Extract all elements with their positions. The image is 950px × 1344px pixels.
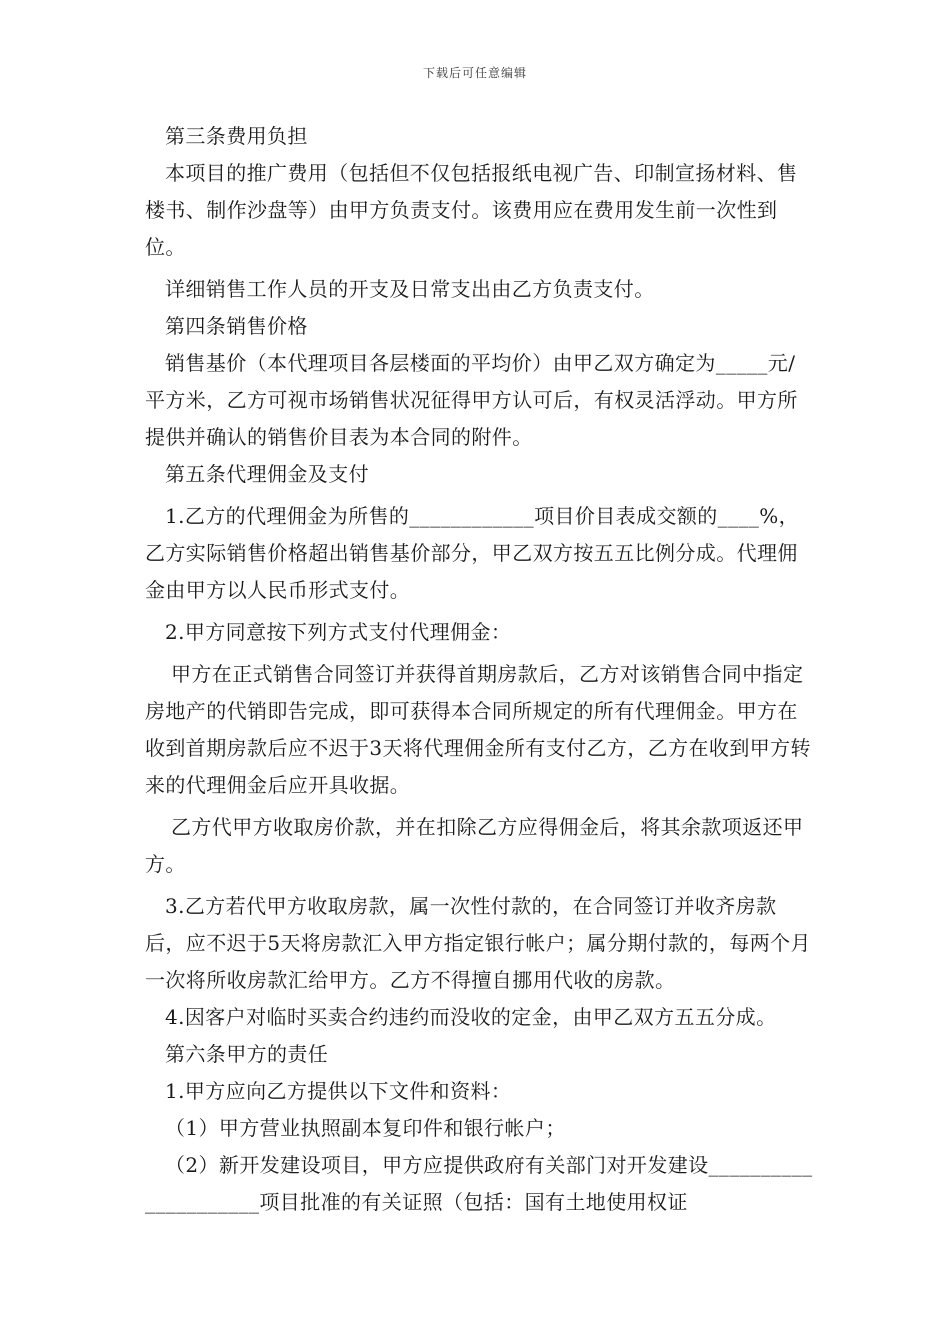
paragraph: 销售基价（本代理项目各层楼面的平均价）由甲乙双方确定为_____元/平方米，乙方可视市场销售状况征得甲方认可后，有权灵活浮动。甲方所提供并确认的销售价目表为本合同的附件。: [145, 351, 798, 449]
document-body: [145, 118, 813, 1221]
paragraph: 甲方在正式销售合同签订并获得首期房款后，乙方对该销售合同中指定房地产的代销即告完成，即可获得本合同所规定的所有代理佣金。甲方在收到首期房款后应不迟于3天将代理佣金所有支付乙方，乙方在收到甲方转来的代理佣金后应开具收据。: [145, 662, 811, 797]
article-4-heading: 第四条销售价格: [165, 314, 308, 338]
list-item: （2）新开发建设项目，甲方应提供政府有关部门对开发建设_____________________项目批准的有关证照（包括：国有土地使用权证: [145, 1153, 813, 1214]
article-5-heading: 第五条代理佣金及支付: [165, 462, 369, 486]
paragraph: 本项目的推广费用（包括但不仅包括报纸电视广告、印制宣扬材料、售楼书、制作沙盘等）由甲方负责支付。该费用应在费用发生前一次性到位。: [145, 161, 798, 259]
paragraph: 2.甲方同意按下列方式支付代理佣金：: [165, 620, 512, 644]
paragraph: 1.乙方的代理佣金为所售的____________项目价目表成交额的____%，乙方实际销售价格超出销售基价部分，甲乙双方按五五比例分成。代理佣金由甲方以人民币形式支付。: [145, 504, 800, 602]
paragraph: 详细销售工作人员的开支及日常支出由乙方负责支付。: [165, 277, 655, 301]
paragraph: 3.乙方若代甲方收取房款，属一次性付款的，在合同签订并收齐房款后，应不迟于5天将房款汇入甲方指定银行帐户；属分期付款的，每两个月一次将所收房款汇给甲方。乙方不得擅自挪用代收的房款。: [145, 894, 811, 992]
paragraph: 4.因客户对临时买卖合约违约而没收的定金，由甲乙双方五五分成。: [165, 1005, 777, 1029]
page-header: 下载后可任意编辑: [422, 66, 527, 80]
paragraph: 乙方代甲方收取房价款，并在扣除乙方应得佣金后，将其余款项返还甲方。: [145, 815, 804, 876]
article-6-heading: 第六条甲方的责任: [165, 1042, 329, 1066]
paragraph: 1.甲方应向乙方提供以下文件和资料：: [165, 1079, 512, 1103]
article-3-heading: 第三条费用负担: [165, 124, 308, 148]
list-item: （1）甲方营业执照副本复印件和银行帐户；: [165, 1116, 566, 1140]
